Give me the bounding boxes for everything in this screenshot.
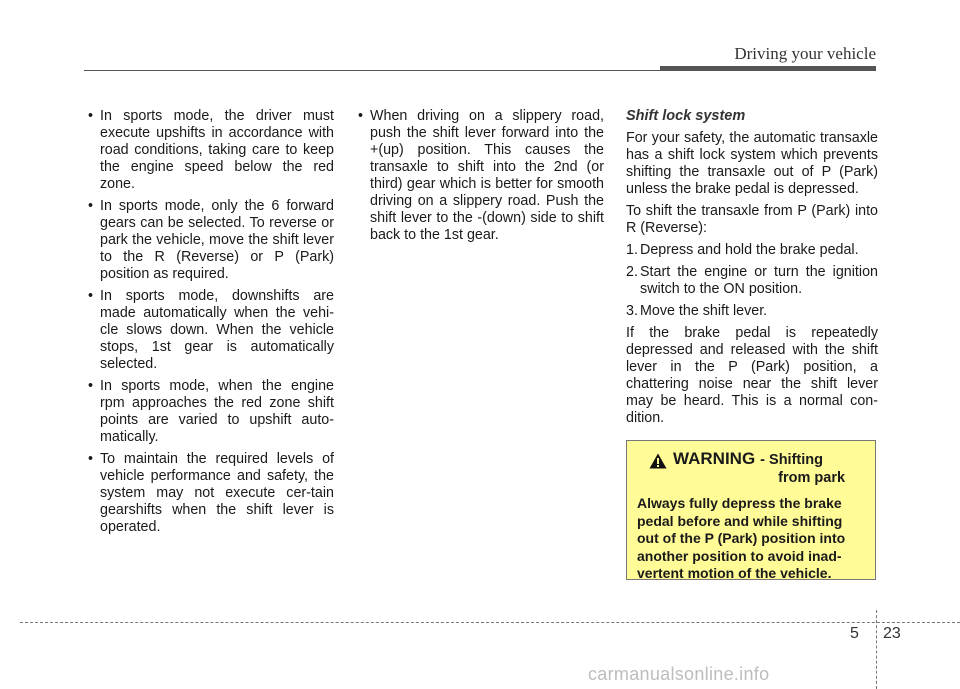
section-title: Shift lock system: [626, 108, 746, 124]
paragraph: To shift the transaxle from P (Park) into R (Reverse):: [626, 203, 878, 236]
warning-label: WARNING: [673, 449, 756, 468]
step-item: [626, 242, 878, 259]
bullet-item: • When driving on a slippery road, push the shift lever forward into the +(up) position. This causes the transaxle to shift into the 2nd (or third) gear which is better for smooth driving on a slippery road. Push the shift lever to the -(down) side to shift back to the 1st gear.: [356, 108, 604, 244]
warning-body: Always fully depress the brake pedal before and while shifting out of the P (Park) position into another position to avoid inad-vertent motion of the vehicle.: [637, 495, 846, 581]
footer-rule: [20, 622, 960, 623]
bullet-item: • In sports mode, the driver must execute upshifts in accordance with road conditions, taking care to keep the engine speed below the red zone.: [86, 108, 334, 193]
step-text: Move the shift lever.: [640, 303, 768, 319]
bullet-item: • To maintain the required levels of vehicle performance and safety, the system may not execute cer-tain gearshifts when the shift lever is operated.: [86, 451, 334, 536]
paragraph: If the brake pedal is repeatedly depressed and released with the shift lever in the P (Park) position, a chattering noise near the shift lever may be heard. This is a normal con-dition.: [626, 325, 878, 426]
step-text: Start the engine or turn the ignition switch to the ON position.: [640, 264, 878, 297]
paragraph: For your safety, the automatic transaxle has a shift lock system which prevents shifting the transaxle out of P (Park) unless the brake pedal is depressed.: [626, 130, 878, 197]
step-number: 2.: [626, 264, 638, 280]
warning-box: [626, 440, 876, 580]
column-shift-lock: [626, 108, 878, 432]
warning-triangle-icon: [649, 453, 667, 469]
bullet-item: • In sports mode, only the 6 forward gears can be selected. To reverse or park the vehicle, move the shift lever to the R (Reverse) or P (Park) position as required.: [86, 198, 334, 283]
page-number: 23: [883, 625, 901, 642]
step-text: Depress and hold the brake pedal.: [640, 242, 859, 258]
watermark: carmanualsonline.info: [588, 664, 770, 684]
page-number-separator: [876, 610, 877, 689]
step-item: [626, 303, 878, 320]
step-list: [626, 242, 878, 320]
warning-subject: - Shifting from park: [760, 452, 846, 486]
step-item: [626, 264, 878, 298]
step-number: 3.: [626, 303, 638, 319]
header-title: Driving your vehicle: [734, 44, 876, 63]
chapter-number: 5: [850, 625, 859, 642]
column-slippery-road: [356, 108, 604, 249]
header-rule-accent: [660, 66, 876, 71]
bullet-item: • In sports mode, downshifts are made automatically when the vehi-cle slows down. When the vehicle stops, 1st gear is automatically selected.: [86, 288, 334, 373]
warning-header: [637, 449, 865, 487]
bullet-item: • In sports mode, when the engine rpm approaches the red zone shift points are varied to upshift auto-matically.: [86, 378, 334, 446]
column-sports-mode: [86, 108, 334, 541]
step-number: 1.: [626, 242, 638, 258]
